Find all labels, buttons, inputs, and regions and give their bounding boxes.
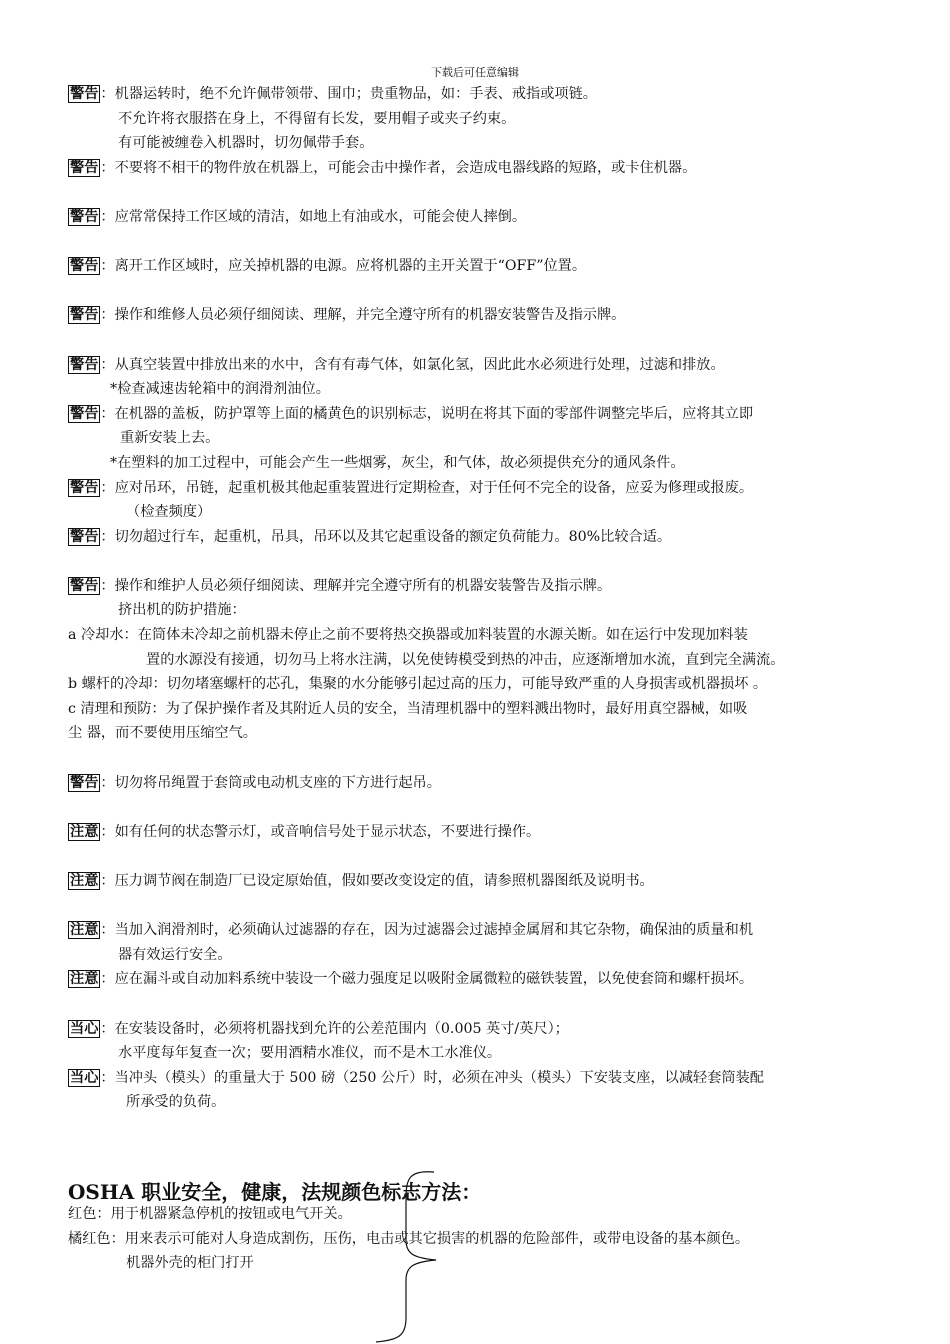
warning-item: 警告 ：机器运转时，绝不允许佩带领带、围巾；贵重物品，如：手表、戒指或项链。: [70, 86, 597, 102]
text-line: （检查频度）: [126, 504, 212, 521]
page-header: 下载后可任意编辑: [431, 66, 519, 79]
warning-item: 警告 ：离开工作区域时，应关掉机器的电源。应将机器的主开关置于“OFF”位置。: [70, 258, 587, 275]
osha-title: OSHA 职业安全，健康，法规颜色标志方法：: [68, 1180, 482, 1204]
warning-label: 警告: [70, 528, 99, 545]
notice-label: 注意: [70, 823, 99, 840]
notice-item: 注意 ：压力调节阀在制造厂已设定原始值，假如要改变设定的值，请参照机器图纸及说明书。: [70, 873, 654, 889]
text-line: 重新安装上去。: [120, 430, 220, 447]
warning-label: 警告: [70, 159, 99, 176]
warning-label: 警告: [70, 86, 99, 102]
notice-label: 注意: [70, 971, 99, 988]
text-line: 置的水源没有接通，切勿马上将水注满，以免使铸模受到热的冲击，应逐渐增加水流，直到完全满流。: [146, 651, 785, 668]
text-line: 水平度每年复查一次；要用酒精水准仪，而不是木工水准仪。: [118, 1045, 502, 1062]
caution-label: 当心: [70, 1069, 99, 1086]
curly-brace-shape: [370, 1168, 450, 1344]
warning-label: 警告: [70, 258, 99, 275]
warning-item: 警告 ：操作和维护人员必须仔细阅读、理解并完全遵守所有的机器安装警告及指示牌。: [70, 577, 612, 594]
warning-label: 警告: [70, 577, 99, 594]
text-line: 不允许将衣服搭在身上，不得留有长发，要用帽子或夹子约束。: [118, 110, 516, 127]
warning-item: 警告 ：从真空装置中排放出来的水中，含有有毒气体，如氯化氢，因此此水必须进行处理，过滤和排放。: [70, 356, 725, 373]
notice-item: 注意 ：当加入润滑剂时，必须确认过滤器的存在，因为过滤器会过滤掉金属屑和其它杂物，确保油的质量和机: [70, 922, 754, 939]
warning-label: 警告: [70, 356, 99, 373]
warning-item: 警告 ：不要将不相干的物件放在机器上，可能会击中操作者，会造成电器线路的短路，或卡住机器。: [70, 159, 697, 176]
warning-item: 警告 ：切勿超过行车，起重机，吊具，吊环以及其它起重设备的额定负荷能力。80%比较合适。: [70, 528, 672, 545]
notice-item: 注意 ：如有任何的状态警示灯，或音响信号处于显示状态，不要进行操作。: [70, 823, 541, 840]
text-line: a 冷却水：在筒体未冷却之前机器未停止之前不要将热交换器或加料装置的水源关断。如在运行中发现加料装: [68, 627, 748, 644]
text-line: 有可能被缠卷入机器时，切勿佩带手套。: [118, 135, 374, 152]
text-line: c 清理和预防：为了保护操作者及其附近人员的安全，当清理机器中的塑料溅出物时，最好用真空器械，如吸: [68, 700, 748, 717]
caution-label: 当心: [70, 1020, 99, 1037]
text-line: *检查减速齿轮箱中的润滑剂油位。: [110, 381, 330, 398]
text-line: 所承受的负荷。: [126, 1094, 226, 1111]
warning-label: 警告: [70, 208, 99, 225]
warning-label: 警告: [70, 405, 99, 422]
notice-label: 注意: [70, 873, 99, 889]
text-line: 挤出机的防护措施：: [118, 602, 246, 619]
safety-instructions: [68, 82, 898, 1115]
warning-item: 警告 ：应常常保持工作区域的清洁，如地上有油或水，可能会使人摔倒。: [70, 208, 527, 225]
warning-label: 警告: [70, 479, 99, 496]
color-codes: [68, 1202, 898, 1276]
color-code-orange: 橘红色：用来表示可能对人身造成割伤，压伤，电击或其它损害的机器的危险部件，或带电设备的基本颜色。: [68, 1230, 750, 1247]
warning-label: 警告: [70, 307, 99, 324]
text-line: 尘 器，而不要使用压缩空气。: [68, 725, 257, 742]
warning-item: 警告 ：应对吊环，吊链，起重机极其他起重装置进行定期检查，对于任何不完全的设备，应妥为修理或报废。: [70, 479, 754, 496]
warning-item: 警告 ：在机器的盖板，防护罩等上面的橘黄色的识别标志，说明在将其下面的零部件调整完毕后，应将其立即: [70, 405, 754, 422]
warning-item: 警告 ：切勿将吊绳置于套筒或电动机支座的下方进行起吊。: [70, 774, 441, 791]
caution-item: 当心 ：当冲头（模头）的重量大于 500 磅（250 公斤）时，必须在冲头（模头）下安装支座，以减轻套筒装配: [70, 1069, 764, 1086]
color-code-note: 机器外壳的柜门打开: [126, 1255, 254, 1272]
warning-label: 警告: [70, 774, 99, 791]
text-line: b 螺杆的冷却：切勿堵塞螺杆的芯孔，集聚的水分能够引起过高的压力，可能导致严重的人身损害或机器损坏 。: [68, 676, 768, 693]
color-code-red: 红色：用于机器紧急停机的按钮或电气开关。: [68, 1206, 352, 1222]
warning-item: 警告 ：操作和维修人员必须仔细阅读、理解，并完全遵守所有的机器安装警告及指示牌。: [70, 307, 626, 324]
notice-item: 注意 ：应在漏斗或自动加料系统中装设一个磁力强度足以吸附金属微粒的磁铁装置，以免使套筒和螺杆损坏。: [70, 971, 754, 988]
text-line: 器有效运行安全。: [118, 946, 232, 963]
text-line: *在塑料的加工过程中，可能会产生一些烟雾，灰尘，和气体，故必须提供充分的通风条件。: [110, 454, 685, 471]
notice-label: 注意: [70, 922, 99, 939]
caution-item: 当心 ：在安装设备时，必须将机器找到允许的公差范围内（0.005 英寸/英尺）；: [70, 1020, 569, 1037]
